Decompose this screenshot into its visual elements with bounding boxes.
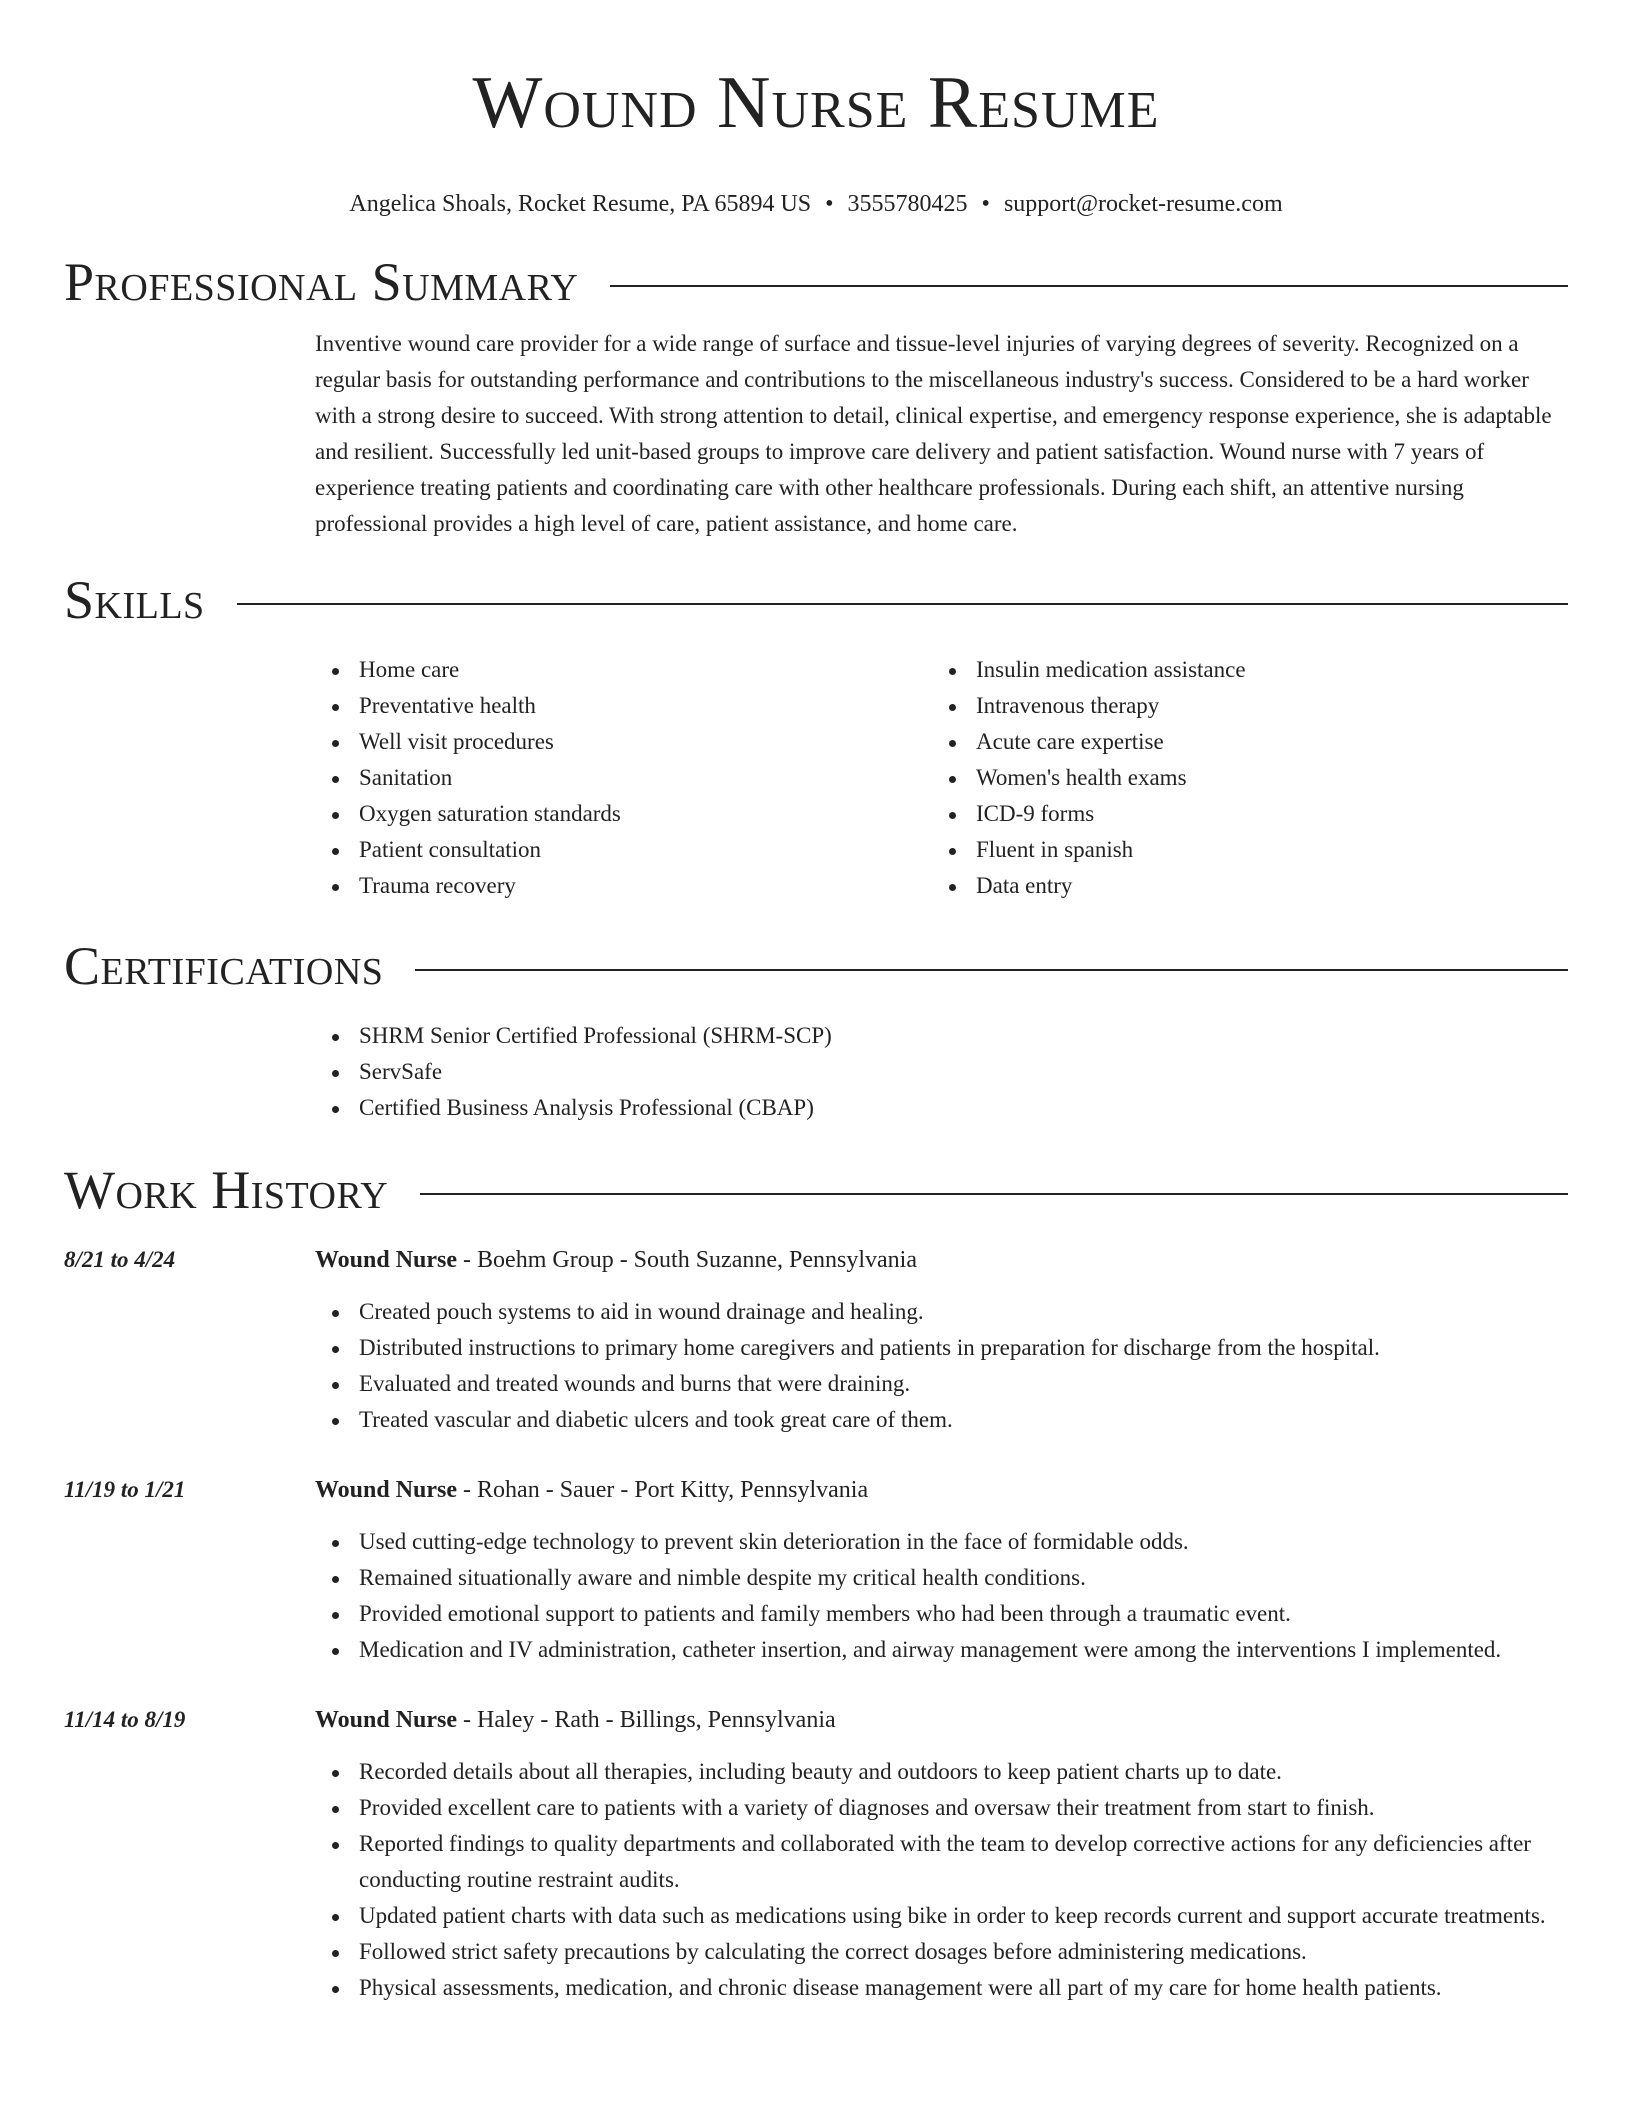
job-dates: 11/14 to 8/19 [64, 1707, 186, 1732]
job-body [315, 1242, 1568, 1438]
job-bullets [315, 1754, 1568, 2006]
skills-list-right [932, 652, 1549, 904]
contact-separator: • [825, 191, 834, 217]
resume-page [64, 0, 1568, 2006]
job-bullet: Distributed instructions to primary home caregivers and patients in preparation for discharge from the hospital. [315, 1330, 1568, 1366]
job-company: - Haley - Rath - Billings, Pennsylvania [457, 1707, 836, 1733]
skills-column-left [315, 652, 932, 904]
job-headline [315, 1472, 1568, 1508]
certification-item: Certified Business Analysis Professional (CBAP) [315, 1090, 1568, 1126]
certification-item: SHRM Senior Certified Professional (SHRM-SCP) [315, 1018, 1568, 1054]
contact-address: Angelica Shoals, Rocket Resume, PA 65894 US [349, 191, 812, 217]
job-entry [64, 1472, 1568, 1668]
job-body [315, 1702, 1568, 2006]
job-headline [315, 1242, 1568, 1278]
skills-list-left [315, 652, 932, 904]
skill-item: Trauma recovery [315, 868, 932, 904]
job-bullet: Provided excellent care to patients with a variety of diagnoses and oversaw their treatment from start to finish. [315, 1790, 1568, 1826]
contact-separator: • [981, 191, 990, 217]
contact-email: support@rocket-resume.com [1003, 191, 1283, 217]
job-entry [64, 1242, 1568, 1438]
job-bullet: Updated patient charts with data such as medications using bike in order to keep records current and support accurate treatments. [315, 1898, 1568, 1934]
job-headline [315, 1702, 1568, 1738]
summary-text: Inventive wound care provider for a wide range of surface and tissue-level injuries of varying degrees of severity. Recognized on a regular basis for outstanding performance and contributions to the miscellaneous industry's success. Considered to be a hard worker with a strong desire to succeed. With strong attention to detail, clinical expertise, and emergency response experience, she is adaptable and resilient. Successfully led unit-based groups to improve care delivery and patient satisfaction. Wound nurse with 7 years of experience treating patients and coordinating care with other healthcare professionals. During each shift, an attentive nursing professional provides a high level of care, patient assistance, and home care. [315, 331, 1552, 536]
section-divider [610, 285, 1568, 287]
skill-item: Patient consultation [315, 832, 932, 868]
skill-item: Home care [315, 652, 932, 688]
job-bullet: Created pouch systems to aid in wound drainage and healing. [315, 1294, 1568, 1330]
skill-item: Acute care expertise [932, 724, 1549, 760]
job-body [315, 1472, 1568, 1668]
skill-item: Data entry [932, 868, 1549, 904]
contact-phone: 3555780425 [847, 191, 968, 217]
summary-section [315, 326, 1568, 542]
skill-item: Intravenous therapy [932, 688, 1549, 724]
section-divider [420, 1193, 1568, 1195]
skill-item: Sanitation [315, 760, 932, 796]
job-dates: 11/19 to 1/21 [64, 1477, 186, 1502]
job-bullet: Treated vascular and diabetic ulcers and took great care of them. [315, 1402, 1568, 1438]
job-title: Wound Nurse [315, 1477, 458, 1503]
skill-item: Insulin medication assistance [932, 652, 1549, 688]
certification-item: ServSafe [315, 1054, 1568, 1090]
section-divider [237, 603, 1568, 605]
job-title: Wound Nurse [315, 1707, 458, 1733]
job-bullet: Reported findings to quality departments and collaborated with the team to develop corrective actions for any deficiencies after conducting routine restraint audits. [315, 1826, 1568, 1898]
job-dates: 8/21 to 4/24 [64, 1247, 176, 1272]
skill-item: Fluent in spanish [932, 832, 1549, 868]
job-company: - Rohan - Sauer - Port Kitty, Pennsylvania [457, 1477, 869, 1503]
skill-item: ICD-9 forms [932, 796, 1549, 832]
job-title: Wound Nurse [315, 1247, 458, 1273]
work-history-section-header [64, 1160, 1568, 1220]
skills-column-right [932, 652, 1549, 904]
skills-section [315, 652, 1568, 904]
job-bullets [315, 1524, 1568, 1668]
contact-line [64, 190, 1568, 218]
job-bullet: Followed strict safety precautions by calculating the correct dosages before administering medications. [315, 1934, 1568, 1970]
certifications-list [315, 1018, 1568, 1126]
skill-item: Women's health exams [932, 760, 1549, 796]
work-history-heading: Work History [64, 1160, 389, 1220]
job-bullet: Physical assessments, medication, and chronic disease management were all part of my care for home health patients. [315, 1970, 1568, 2006]
job-bullet: Evaluated and treated wounds and burns that were draining. [315, 1366, 1568, 1402]
skills-heading: Skills [64, 570, 205, 630]
summary-heading: Professional Summary [64, 252, 579, 312]
job-bullet: Provided emotional support to patients and family members who had been through a traumatic event. [315, 1596, 1568, 1632]
certifications-section [315, 1018, 1568, 1126]
skill-item: Preventative health [315, 688, 932, 724]
certifications-section-header [64, 936, 1568, 996]
job-entry [64, 1702, 1568, 2006]
skill-item: Well visit procedures [315, 724, 932, 760]
job-bullet: Used cutting-edge technology to prevent skin deterioration in the face of formidable odds. [315, 1524, 1568, 1560]
job-bullet: Medication and IV administration, catheter insertion, and airway management were among the interventions I implemented. [315, 1632, 1568, 1668]
skills-section-header [64, 570, 1568, 630]
job-bullet: Remained situationally aware and nimble despite my critical health conditions. [315, 1560, 1568, 1596]
section-divider [415, 969, 1568, 971]
skill-item: Oxygen saturation standards [315, 796, 932, 832]
job-company: - Boehm Group - South Suzanne, Pennsylvania [457, 1247, 917, 1273]
resume-title: Wound Nurse Resume [472, 62, 1160, 144]
job-bullet: Recorded details about all therapies, including beauty and outdoors to keep patient charts up to date. [315, 1754, 1568, 1790]
job-bullets [315, 1294, 1568, 1438]
certifications-heading: Certifications [64, 936, 384, 996]
summary-section-header [64, 252, 1568, 312]
